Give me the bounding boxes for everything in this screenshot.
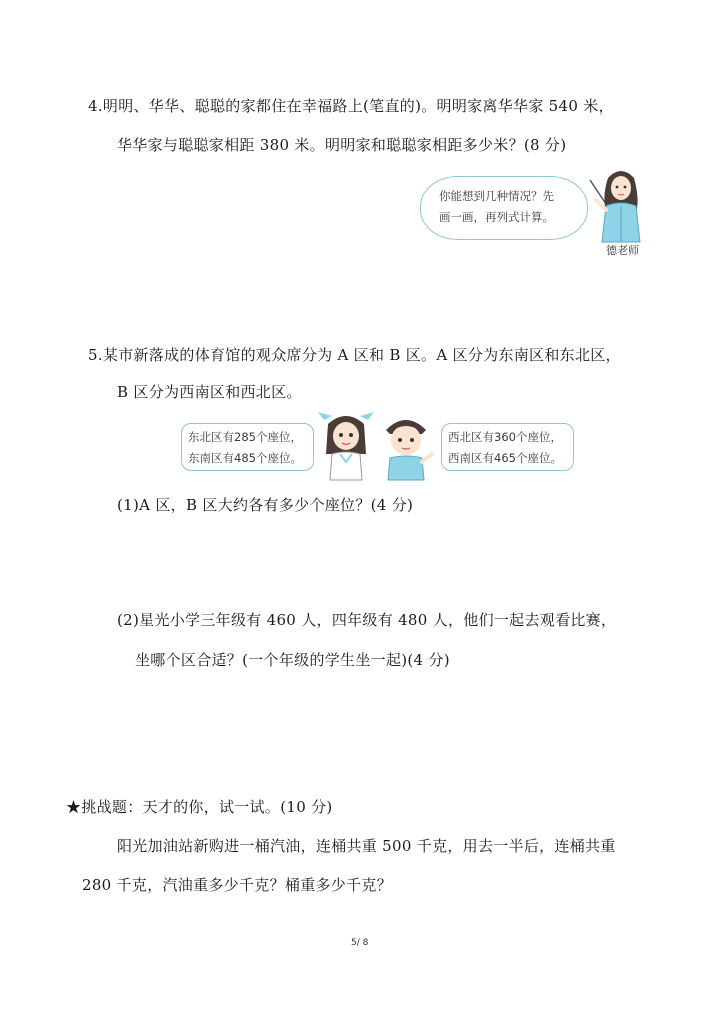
right-speech-bubble xyxy=(441,423,574,471)
q4-text-line1: 4.明明、华华、聪聪的家都住在幸福路上(笔直的)。明明家离华华家 540 米， xyxy=(88,97,614,115)
teacher-illustration xyxy=(588,166,658,244)
page-number: 5/ 8 xyxy=(351,938,369,948)
left-bubble-line2: 东南区有485个座位。 xyxy=(188,451,302,465)
teacher-speech-bubble xyxy=(420,176,588,240)
challenge-text-line1: 阳光加油站新购进一桶汽油，连桶共重 500 千克，用去一半后，连桶共重 xyxy=(117,837,616,855)
q5-sub1: (1)A 区，B 区大约各有多少个座位？(4 分) xyxy=(117,496,414,514)
boy-figure xyxy=(386,420,432,480)
challenge-text-line2: 280 千克，汽油重多少千克？桶重多少千克？ xyxy=(82,876,393,894)
teacher-bubble-line2: 画一画，再列式计算。 xyxy=(439,210,554,224)
girl-figure xyxy=(318,412,374,480)
q5-sub2-line2: 坐哪个区合适？(一个年级的学生坐一起)(4 分) xyxy=(135,651,450,669)
right-bubble-line2: 西南区有465个座位。 xyxy=(448,451,562,465)
q5-text-line2: B 区分为西南区和西北区。 xyxy=(117,383,302,401)
left-speech-bubble xyxy=(181,423,314,471)
q5-text-line1: 5.某市新落成的体育馆的观众席分为 A 区和 B 区。A 区分为东南区和东北区， xyxy=(88,346,621,364)
challenge-title: ★挑战题：天才的你，试一试。(10 分) xyxy=(66,798,333,816)
teacher-bubble-line1: 你能想到几种情况？先 xyxy=(439,189,554,203)
children-illustration xyxy=(318,410,438,480)
teacher-caption: 德老师 xyxy=(606,244,639,257)
q5-sub2-line1: (2)星光小学三年级有 460 人，四年级有 480 人，他们一起去观看比赛， xyxy=(117,611,617,629)
right-bubble-line1: 西北区有360个座位， xyxy=(448,430,562,444)
q4-text-line2: 华华家与聪聪家相距 380 米。明明家和聪聪家相距多少米？(8 分) xyxy=(117,136,567,154)
left-bubble-line1: 东北区有285个座位， xyxy=(188,430,302,444)
